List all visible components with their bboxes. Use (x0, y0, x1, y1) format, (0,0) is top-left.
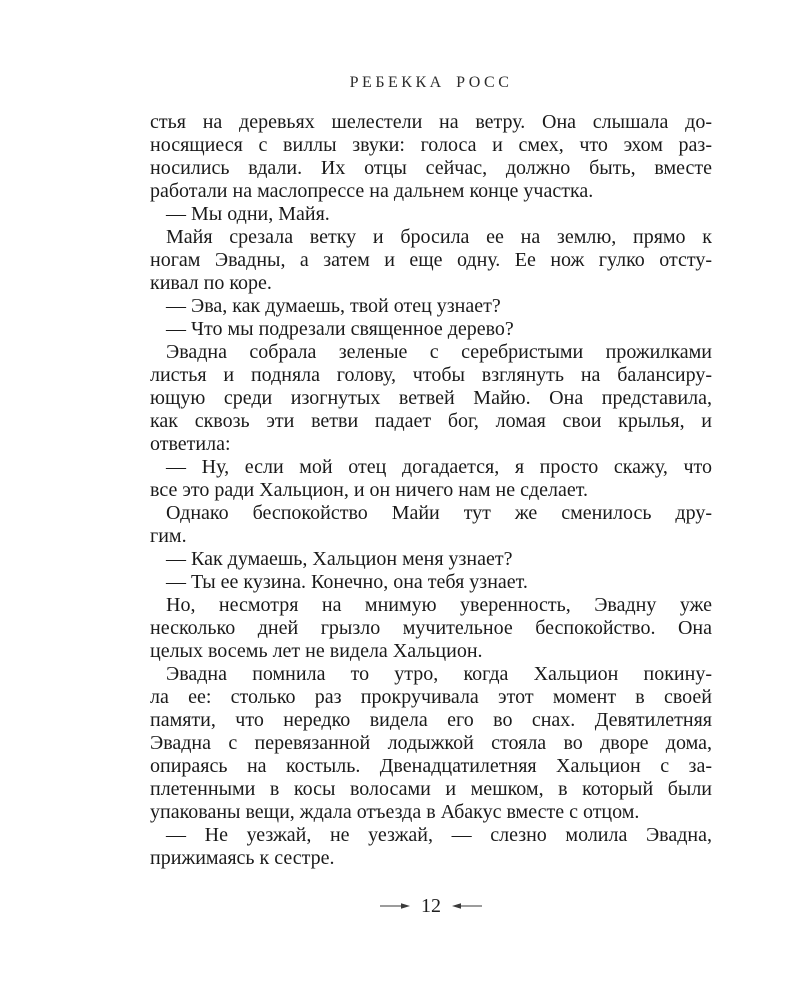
text-line: — Ну, если мой отец догадается, я просто скажу, что (166, 456, 712, 478)
text-line: все это ради Хальцион, и он ничего нам не сделает. (150, 479, 589, 501)
text-line: как сквозь эти ветви падает бог, ломая свои крылья, и (150, 410, 712, 432)
page-number: 12 (421, 895, 441, 917)
text-line: гим. (150, 525, 187, 547)
text-line: плетенными в косы волосами и мешком, в который были (150, 778, 712, 800)
text-line: листья и подняла голову, чтобы взглянуть на балансиру- (150, 364, 712, 386)
text-line: работали на маслопрессе на дальнем конце участка. (150, 180, 594, 202)
text-line: Майя срезала ветку и бросила ее на землю, прямо к (166, 226, 712, 248)
text-line: — Мы одни, Майя. (166, 203, 330, 225)
text-line: Но, несмотря на мнимую уверенность, Эвадну уже (166, 594, 712, 616)
text-line: прижимаясь к сестре. (150, 847, 335, 869)
long-left-arrow-icon (452, 901, 482, 911)
text-line: ла ее: столько раз прокручивала этот момент в своей (150, 686, 712, 708)
text-line: носились вдали. Их отцы сейчас, должно быть, вместе (150, 157, 712, 179)
text-line: носящиеся с виллы звуки: голоса и смех, что эхом раз- (150, 134, 712, 156)
text-line: ответила: (150, 433, 231, 455)
long-right-arrow-icon (380, 901, 410, 911)
text-line: памяти, что нередко видела его во снах. Девятилетняя (150, 709, 712, 731)
page-footer (150, 894, 712, 918)
text-line: Эвадна с перевязанной лодыжкой стояла во дворе дома, (150, 732, 712, 754)
text-line: стья на деревьях шелестели на ветру. Она слышала до- (150, 111, 712, 133)
text-line: Однако беспокойство Майи тут же сменилось дру- (166, 502, 712, 524)
body-text (150, 111, 712, 870)
text-line: ногам Эвадны, а затем и еще одну. Ее нож гулко отсту- (150, 249, 712, 271)
text-line: Эвадна собрала зеленые с серебристыми прожилками (166, 341, 712, 363)
text-line: ющую среди изогнутых ветвей Майю. Она представила, (150, 387, 712, 409)
text-line: Эвадна помнила то утро, когда Хальцион покину- (166, 663, 712, 685)
text-line: — Не уезжай, не уезжай, — слезно молила Эвадна, (166, 824, 712, 846)
text-line: кивал по коре. (150, 272, 272, 294)
text-line: — Что мы подрезали священное дерево? (166, 318, 514, 340)
text-line: — Эва, как думаешь, твой отец узнает? (166, 295, 501, 317)
text-line: целых восемь лет не видела Хальцион. (150, 640, 483, 662)
text-line: упакованы вещи, ждала отъезда в Абакус вместе с отцом. (150, 801, 640, 823)
text-line: опираясь на костыль. Двенадцатилетняя Хальцион с за- (150, 755, 712, 777)
text-line: — Как думаешь, Хальцион меня узнает? (166, 548, 513, 570)
text-line: несколько дней грызло мучительное беспокойство. Она (150, 617, 712, 639)
text-line: — Ты ее кузина. Конечно, она тебя узнает. (166, 571, 528, 593)
running-header: РЕБЕККА РОСС (349, 74, 513, 91)
